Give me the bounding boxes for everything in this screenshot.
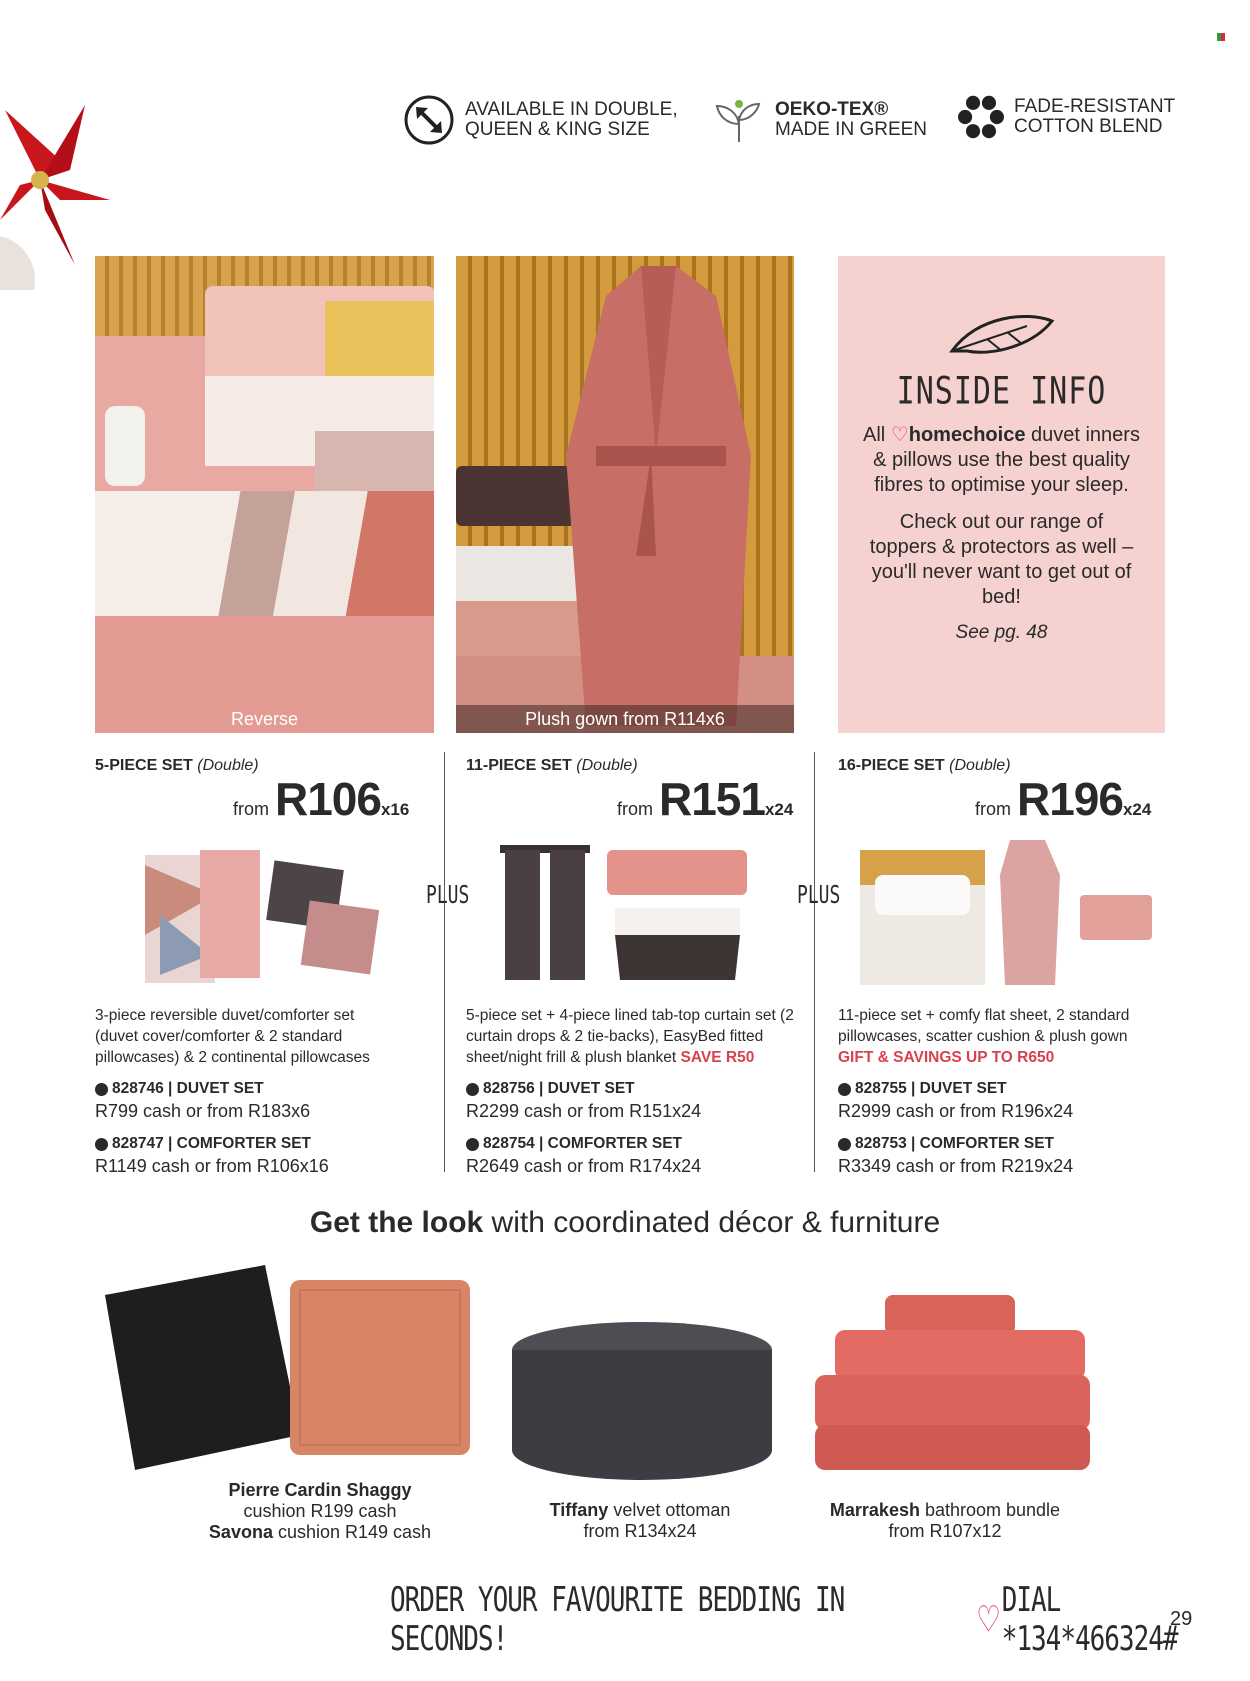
footer-order-text: ORDER YOUR FAVOURITE BEDDING IN SECONDS!: [390, 1581, 845, 1659]
set1-cash-duvet: R799 cash or from R183x6: [95, 1101, 311, 1121]
set2-cash-comforter: R2649 cash or from R174x24: [466, 1156, 702, 1176]
plus-label-2: PLUS: [797, 880, 841, 911]
set3-price: from R196 x24: [975, 773, 1152, 825]
get-the-look-heading: Get the look with coordinated décor & furniture: [309, 1206, 941, 1239]
towels-image: [805, 1295, 1095, 1475]
feature-fade: [958, 94, 1175, 140]
feature-fade-line1: FADE-RESISTANT: [1014, 96, 1176, 117]
set3-title: 16-PIECE SET (Double): [838, 757, 1011, 774]
brand-color-dots: [1217, 33, 1225, 41]
heart-icon: ♡: [890, 424, 909, 446]
feature-sizes: [403, 94, 678, 146]
bedroom-caption: Reverse: [230, 709, 299, 729]
set2-highlight: SAVE R50: [680, 1049, 755, 1066]
feature-sizes-line2: QUEEN & KING SIZE: [465, 119, 650, 140]
hexagon-cluster-icon: [958, 94, 1004, 140]
set3-product-image: [860, 835, 1160, 995]
inside-info-p1-post: duvet inners & pillows use the best quality fibres to optimise your sleep.: [873, 424, 1140, 496]
code-bullet-icon: [95, 1138, 108, 1151]
set3-description: 11-piece set + comfy flat sheet, 2 standard pillowcases, scatter cushion & plush gown GIFT & SAVINGS UP TO R650: [838, 1007, 1130, 1066]
cushions-image: [95, 1255, 485, 1475]
inside-info-see-page: See pg. 48: [955, 622, 1048, 643]
set2-code-comforter: 828754 | COMFORTER SET: [466, 1135, 682, 1153]
inside-info-paragraph-1: [838, 423, 1165, 498]
set1-description: 3-piece reversible duvet/comforter set (duvet cover/comforter & 2 standard pillowcases) & 2 continental pillowcases: [95, 1007, 370, 1066]
page-number: 29: [1170, 1608, 1193, 1630]
set1-code-duvet: 828746 | DUVET SET: [95, 1080, 264, 1098]
set1-price: from R106 x16: [233, 773, 410, 825]
code-bullet-icon: [466, 1138, 479, 1151]
set2-code-duvet: 828756 | DUVET SET: [466, 1080, 635, 1098]
set1-cash-comforter: R1149 cash or from R106x16: [95, 1156, 329, 1176]
product-cushions-label: Pierre Cardin Shaggy cushion R199 cash Savona cushion R149 cash: [208, 1480, 432, 1542]
set1-title: 5-PIECE SET (Double): [95, 757, 259, 774]
feature-oekotex: [713, 94, 927, 146]
column-divider-1: [444, 752, 445, 1172]
code-bullet-icon: [838, 1138, 851, 1151]
product-towels-label: Marrakesh bathroom bundle from R107x12: [829, 1500, 1061, 1541]
set2-product-image: [495, 840, 755, 990]
set1-product-image: [140, 845, 380, 985]
column-divider-2: [814, 752, 815, 1172]
inside-info-paragraph-2: Check out our range of toppers & protectors as well – you'll never want to get out of bed!: [869, 511, 1134, 608]
diagonal-arrows-icon: [403, 94, 455, 146]
set2-description: 5-piece set + 4-piece lined tab-top curtain set (2 curtain drops & 2 tie-backs), EasyBed fitted sheet/night frill & plush blanket SAVE R50: [466, 1007, 794, 1066]
ottoman-image: [510, 1320, 775, 1490]
set3-cash-comforter: R3349 cash or from R219x24: [838, 1156, 1074, 1176]
gown-photo: [456, 256, 794, 733]
feature-oekotex-line1: OEKO-TEX®: [775, 99, 889, 120]
footer-order-line: [390, 1581, 1250, 1659]
code-bullet-icon: [95, 1083, 108, 1096]
set3-code-comforter: 828753 | COMFORTER SET: [838, 1135, 1054, 1153]
feature-oekotex-line2: MADE IN GREEN: [775, 119, 928, 140]
inside-info-p1-pre: All: [863, 424, 891, 446]
code-bullet-icon: [838, 1083, 851, 1096]
inside-info-panel: [838, 256, 1165, 733]
set1-code-comforter: 828747 | COMFORTER SET: [95, 1135, 311, 1153]
feature-fade-line2: COTTON BLEND: [1014, 116, 1163, 137]
set3-cash-duvet: R2999 cash or from R196x24: [838, 1101, 1074, 1121]
code-bullet-icon: [466, 1083, 479, 1096]
plus-label-1: PLUS: [426, 880, 470, 911]
set2-cash-duvet: R2299 cash or from R151x24: [466, 1101, 702, 1121]
set3-highlight: GIFT & SAVINGS UP TO R650: [838, 1049, 1055, 1066]
poinsettia-decoration: [0, 50, 120, 290]
gown-caption: Plush gown from R114x6: [456, 705, 794, 733]
footer-dial-code: DIAL *134*466324#: [1001, 1581, 1178, 1659]
brand-name: homechoice: [908, 424, 1026, 446]
bedroom-photo: [95, 256, 434, 733]
product-ottoman-label: Tiffany velvet ottoman from R134x24: [549, 1500, 731, 1541]
leaf-plant-icon: [713, 94, 765, 146]
set2-title: 11-PIECE SET (Double): [466, 757, 638, 774]
set2-price: from R151 x24: [617, 773, 794, 825]
heart-icon: ♡: [978, 1594, 998, 1646]
feather-icon: [947, 311, 1057, 361]
set3-code-duvet: 828755 | DUVET SET: [838, 1080, 1007, 1098]
inside-info-title: INSIDE INFO: [896, 369, 1107, 414]
feature-sizes-line1: AVAILABLE IN DOUBLE,: [465, 99, 678, 120]
